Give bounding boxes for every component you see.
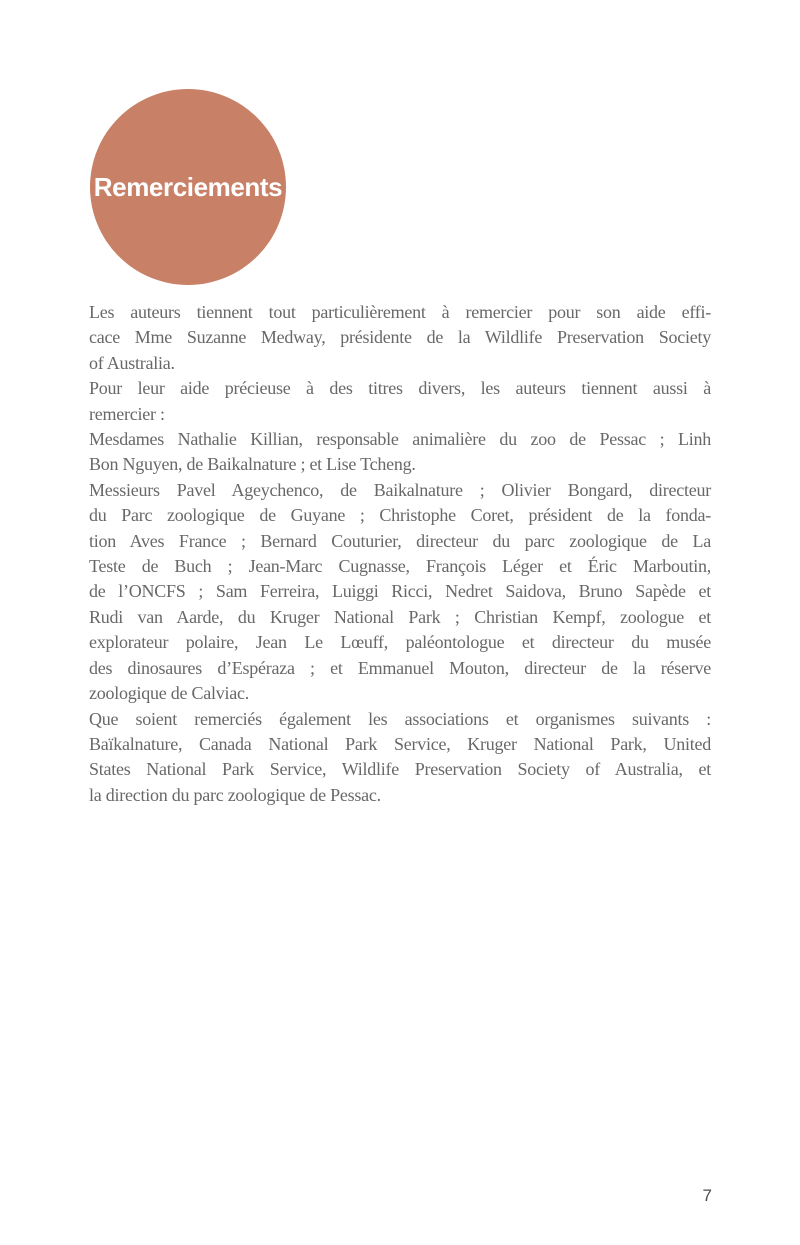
text-line: Baïkalnature, Canada National Park Service, Kruger National Park, United bbox=[89, 733, 711, 754]
text-line: des dinosaures d’Espéraza ; et Emmanuel Mouton, directeur de la réserve bbox=[89, 657, 711, 678]
text-line: du Parc zoologique de Guyane ; Christophe Coret, président de la fonda- bbox=[89, 505, 711, 526]
text-line: Rudi van Aarde, du Kruger National Park ; Christian Kempf, zoologue et bbox=[89, 606, 711, 627]
text-line: Bon Nguyen, de Baikalnature ; et Lise Tcheng. bbox=[89, 454, 416, 475]
paragraph bbox=[89, 427, 711, 478]
text-line: cace Mme Suzanne Medway, présidente de la Wildlife Preservation Society bbox=[89, 327, 711, 348]
text-line: tion Aves France ; Bernard Couturier, directeur du parc zoologique de La bbox=[89, 530, 711, 551]
text-line: Que soient remerciés également les associations et organismes suivants : bbox=[89, 708, 711, 729]
chapter-title: Remerciements bbox=[93, 171, 283, 202]
paragraph bbox=[89, 376, 711, 427]
chapter-badge bbox=[90, 89, 286, 285]
text-line: de l’ONCFS ; Sam Ferreira, Luiggi Ricci, Nedret Saidova, Bruno Sapède et bbox=[89, 581, 711, 602]
text-line: explorateur polaire, Jean Le Lœuff, paléontologue et directeur du musée bbox=[89, 632, 711, 653]
text-line: la direction du parc zoologique de Pessac. bbox=[89, 784, 381, 805]
text-line: Messieurs Pavel Ageychenco, de Baikalnature ; Olivier Bongard, directeur bbox=[89, 479, 711, 500]
text-line: zoologique de Calviac. bbox=[89, 683, 249, 704]
text-line: Les auteurs tiennent tout particulièrement à remercier pour son aide effi- bbox=[89, 302, 711, 322]
text-line: of Australia. bbox=[89, 352, 175, 373]
paragraph bbox=[89, 478, 711, 707]
text-line: Pour leur aide précieuse à des titres divers, les auteurs tiennent aussi à bbox=[89, 378, 711, 399]
text-line: States National Park Service, Wildlife Preservation Society of Australia, et bbox=[89, 759, 711, 780]
text-line: Teste de Buch ; Jean-Marc Cugnasse, François Léger et Éric Marboutin, bbox=[89, 556, 711, 577]
text-line: remercier : bbox=[89, 403, 165, 424]
paragraph bbox=[89, 707, 711, 809]
text-line: Mesdames Nathalie Killian, responsable animalière du zoo de Pessac ; Linh bbox=[89, 429, 711, 450]
paragraph bbox=[89, 300, 711, 376]
acknowledgments-body bbox=[89, 300, 711, 808]
page-number: 7 bbox=[702, 1186, 712, 1205]
